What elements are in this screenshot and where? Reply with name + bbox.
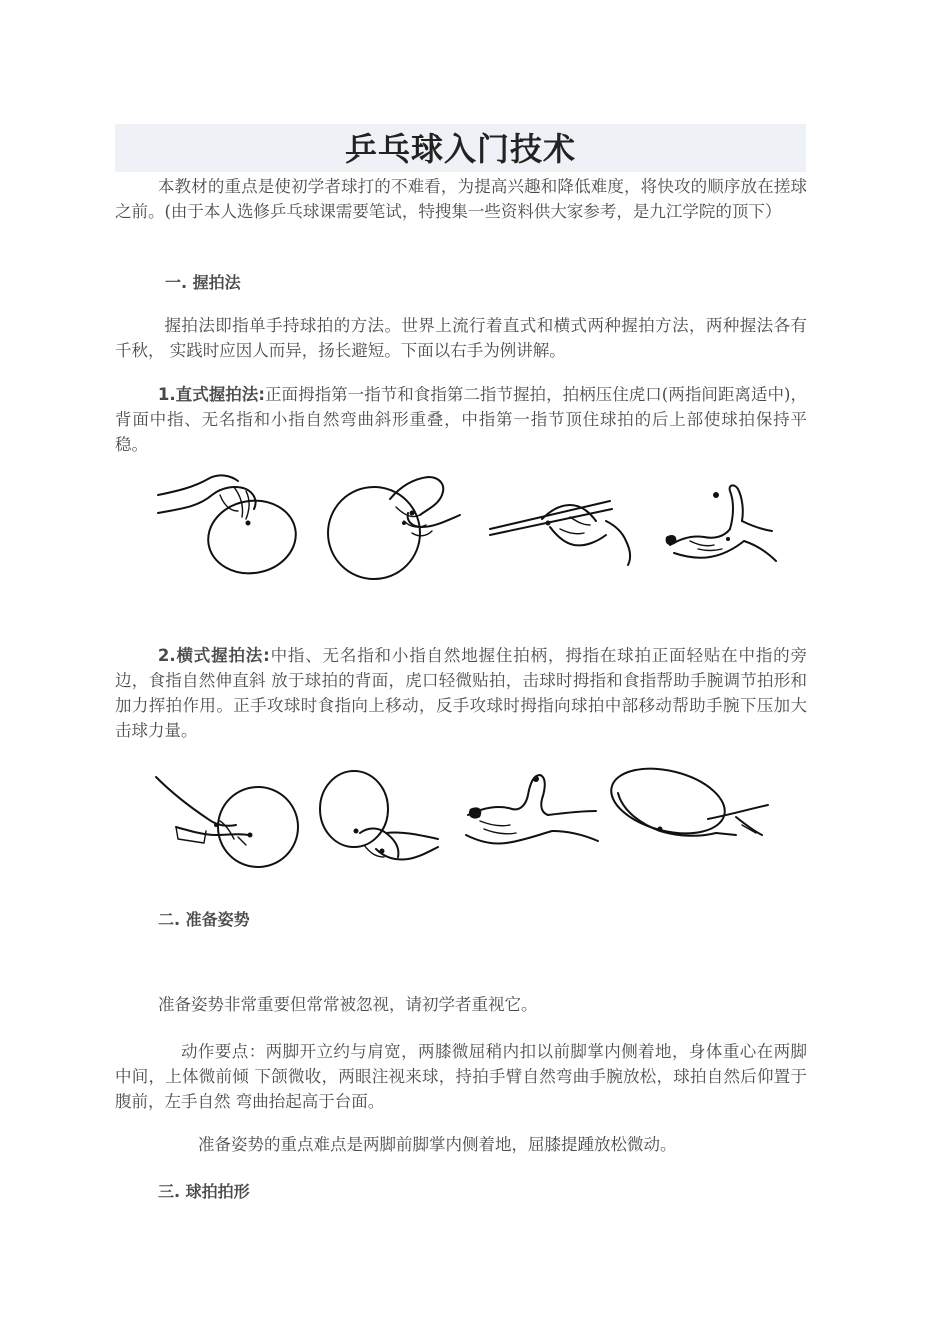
penhold-open-hand-illustration [666,485,776,561]
penhold-back-illustration [328,477,460,579]
intro-paragraph: 本教材的重点是使初学者球打的不难看，为提高兴趣和降低难度，将快攻的顺序放在搓球之前。(由于本人选修乒乓球课需要笔试，特搜集一些资料供大家参考，是九江学院的顶下） [115,177,807,221]
shakehand-front-illustration [156,777,298,867]
section3-heading: 三. 球拍拍形 [158,1182,250,1201]
shakehand-back-illustration [320,771,438,860]
preparation-paragraph-3: 准备姿势的重点难点是两脚前脚掌内侧着地，屈膝提踵放松微动。 [198,1135,677,1154]
penhold-text: 正面拇指第一指节和食指第二指节握拍，拍柄压住虎口(两指间距离适中)，背面中指、无名指和小指自然弯曲斜形重叠，中指第一指节顶住球拍的后上部使球拍保持平稳。 [115,385,807,454]
shakehand-text: 中指、无名指和小指自然地握住拍柄，拇指在球拍正面轻贴在中指的旁边，食指自然伸直斜 放于球拍的背面，虎口轻微贴拍，击球时拇指和食指帮助手腕调节拍形和加力挥拍作用。正手攻球时食指向上移动，反手攻球时拇指向球拍中部移动帮助手腕下压加大击球力量。 [115,646,807,740]
section1-heading: 一. 握拍法 [165,273,241,292]
penhold-front-illustration [158,475,302,580]
shakehand-paragraph [115,643,807,743]
grip-intro-paragraph: 握拍法即指单手持球拍的方法。世界上流行着直式和横式两种握拍方法，两种握法各有千秋， 实践时应因人而异，扬长避短。下面以右手为例讲解。 [115,316,807,360]
shakehand-open-hand-illustration [466,775,598,844]
penhold-grip-figures [150,465,790,585]
penhold-paragraph [115,382,807,457]
shakehand-grip-figures [150,765,790,875]
preparation-paragraph-2: 动作要点：两脚开立约与肩宽，两膝微屈稍内扣以前脚掌内侧着地，身体重心在两脚中间，上体微前倾 下颌微收，两眼注视来球，持拍手臂自然弯曲手腕放松，球拍自然后仰置于腹前，左手自然 弯曲抬起高于台面。 [115,1042,807,1111]
penhold-chopstick-illustration [490,501,630,565]
shakehand-side-illustration [604,765,768,844]
shakehand-label: 2.横式握拍法: [157,646,270,665]
document-title: 乒乓球入门技术 [344,130,576,168]
section2-heading: 二. 准备姿势 [158,910,250,929]
preparation-paragraph-1: 准备姿势非常重要但常常被忽视，请初学者重视它。 [158,995,538,1014]
penhold-label: 1.直式握拍法: [157,385,265,404]
